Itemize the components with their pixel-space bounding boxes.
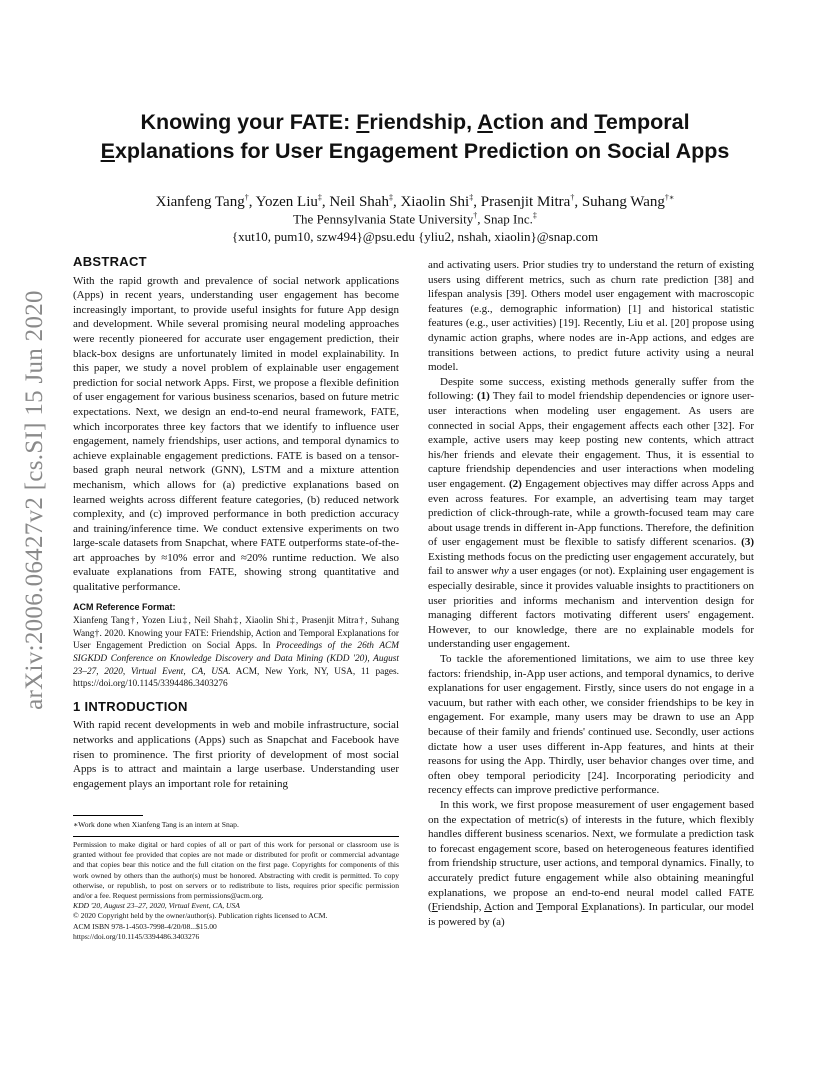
arxiv-identifier: arXiv:2006.06427v2 [cs.SI] 15 Jun 2020 xyxy=(21,290,48,710)
acm-reference-heading: ACM Reference Format: xyxy=(73,601,176,612)
paper-title: Knowing your FATE: Friendship, Action and Temporal Explanations for User Engagement Prediction on Social Apps xyxy=(100,110,730,163)
left-column xyxy=(73,255,399,791)
affiliations: The Pennsylvania State University†, Snap Inc.‡ xyxy=(293,211,537,227)
paragraph: and activating users. Prior studies try to understand the return of existing users using different metrics, such as churn rate prediction [38] and lifespan analysis [39]. Others model user engagement with macroscopic features (e.g., demographic information) [1] and historical statistic features (e.g., user activities) [19]. Recently, Liu et al. [20] propose using dynamic action graphs, where nodes are in-App actions, and edges are transitions between actions, to predict future activity using a neural model. xyxy=(428,259,754,374)
paragraph: In this work, we first propose measurement of user engagement based on the expectation of metric(s) of interests in the future, which flexibly handles different business scenarios. Next, we formulate a prediction task to forecast engagement score, based on heterogeneous features identified from friendship structure, user actions, and temporal dynamics. Finally, to accurately predict future engagement while also obtaining meaningful explanations, we propose an end-to-end neural model called FATE (Friendship, Action and Temporal Explanations). In particular, our model is powered by (a) xyxy=(428,798,754,928)
abstract-text: With the rapid growth and prevalence of social network applications (Apps) in recent years, understanding user engagement has become increasingly important, to provide useful insights for future App design and development. While several promising neural modeling approaches were recently pioneered for accurate user engagement prediction, their black-box designs are unfortunately limited in model explainability. In this paper, we study a novel problem of explainable user engagement prediction for social network Apps. First, we propose a flexible definition of user engagement for various business scenarios, based on future metric expectations. Next, we design an end-to-end neural framework, FATE, which incorporates three key factors that we identify to influence user engagement, namely friendships, user actions, and temporal dynamics to achieve explainable engagement predictions. FATE is based on a tensor-based graph neural network (GNN), LSTM and a mixture attention mechanism, which allows for (a) predictive explanations based on learned weights across different feature categories, (b) reduced network complexity, and (c) improved performance in both prediction accuracy and training/inference time. We conduct extensive experiments on two large-scale datasets from Snapchat, where FATE outperforms state-of-the-art approaches by ≈10% error and ≈20% runtime reduction. We also evaluate explanations from FATE, showing strong quantitative and qualitative performance. xyxy=(73,274,399,594)
permission-notice: Permission to make digital or hard copies of all or part of this work for personal or classroom use is granted without fee provided that copies are not made or distributed for profit or commercial advantage and that copies bear this notice and the full citation on the first page. Copyrights for components of this work owned by others than the author(s) must be honored. Abstracting with credit is permitted. To copy otherwise, or republish, to post on servers or to redistribute to lists, requires prior specific permission and/or a fee. Request permissions from permissions@acm.org. KDD '20, August 23–27, 2020, Virtual Event, CA, USA © 2020 Copyright held by the owner/author(s). Publication rights licensed to ACM. ACM ISBN 978-1-4503-7998-4/20/08...$15.00 https://doi.org/10.1145/3394486.3403276 xyxy=(73,840,399,941)
right-column xyxy=(428,258,754,929)
introduction-heading: 1 INTRODUCTION xyxy=(73,698,188,714)
author-emails: {xut10, pum10, szw494}@psu.edu {yliu2, nshah, xiaolin}@snap.com xyxy=(231,229,599,244)
footnote: ∗Work done when Xianfeng Tang is an intern at Snap. xyxy=(73,820,239,829)
acm-reference-text: Xianfeng Tang†, Yozen Liu‡, Neil Shah‡, Xiaolin Shi‡, Prasenjit Mitra†, Suhang Wang†. 2020. Knowing your FATE: Friendship, Action and Temporal Explanations for User Engagement Prediction on Social Apps. In Proceedings of the 26th ACM SIGKDD Conference on Knowledge Discovery and Data Mining (KDD '20), August 23–27, 2020, Virtual Event, CA, USA. ACM, New York, NY, USA, 11 pages. https://doi.org/10.1145/3394486.3403276 xyxy=(73,616,399,690)
paragraph: Despite some success, existing methods generally suffer from the following: (1) They fail to model friendship dependencies or ignore user-user interactions when modeling user engagement. As users are connected in social Apps, their engagement affects each other [32]. For example, active users may keep posting new contents, which attract his/her friends and elevate their engagement. Thus, it is essential to capture friendship dependencies and user interactions when modeling user engagement. (2) Engagement objectives may differ across Apps and even across features. For example, an advertising team may target prediction of click-through-rate, while a growth-focused team may care about usage trends in different in-App functions. Therefore, the definition of user engagement must be flexible to satisfy different scenarios. (3) Existing methods focus on the predicting user engagement accurately, but fail to answer why a user engages (or not). Explaining user engagement is especially desirable, since it provides valuable insights to practitioners on user priorities and informs mechanism and intervention design for managing different factors motivating different users' engagement. However, to our knowledge, there are no explainable models for understanding user engagement. xyxy=(428,375,755,651)
abstract-heading: ABSTRACT xyxy=(73,254,147,269)
intro-paragraph: With rapid recent developments in web and mobile infrastructure, social networks and applications (Apps) such as Snapchat and Facebook have risen to prominence. The first priority of development of most social Apps is to attract and maintain a large userbase. Understanding user engagement plays an important role for retaining xyxy=(73,719,399,790)
paragraph: To tackle the aforementioned limitations, we aim to use three key factors: friendship, in-App user actions, and temporal dynamics, to derive explanations for user engagement. Firstly, since users do not engage in a vacuum, but rather with each other, we consider friendships to be key in engagement. For example, many users may be drawn to use an App because of their family and friends' continued use. Secondly, user actions dictate how a user uses different in-App features, and hints at their reasons for using the App. Thirdly, user behavior changes over time, and often obey temporal periodicity [24]. Incorporating periodicity and recency effects can improve predictive performance. xyxy=(428,653,754,797)
permission-rule xyxy=(73,836,399,837)
footnote-rule xyxy=(73,815,143,816)
author-list: Xianfeng Tang†, Yozen Liu‡, Neil Shah‡, Xiaolin Shi‡, Prasenjit Mitra†, Suhang Wang†∗ xyxy=(155,193,675,210)
arxiv-sidebar-stamp xyxy=(8,290,62,710)
